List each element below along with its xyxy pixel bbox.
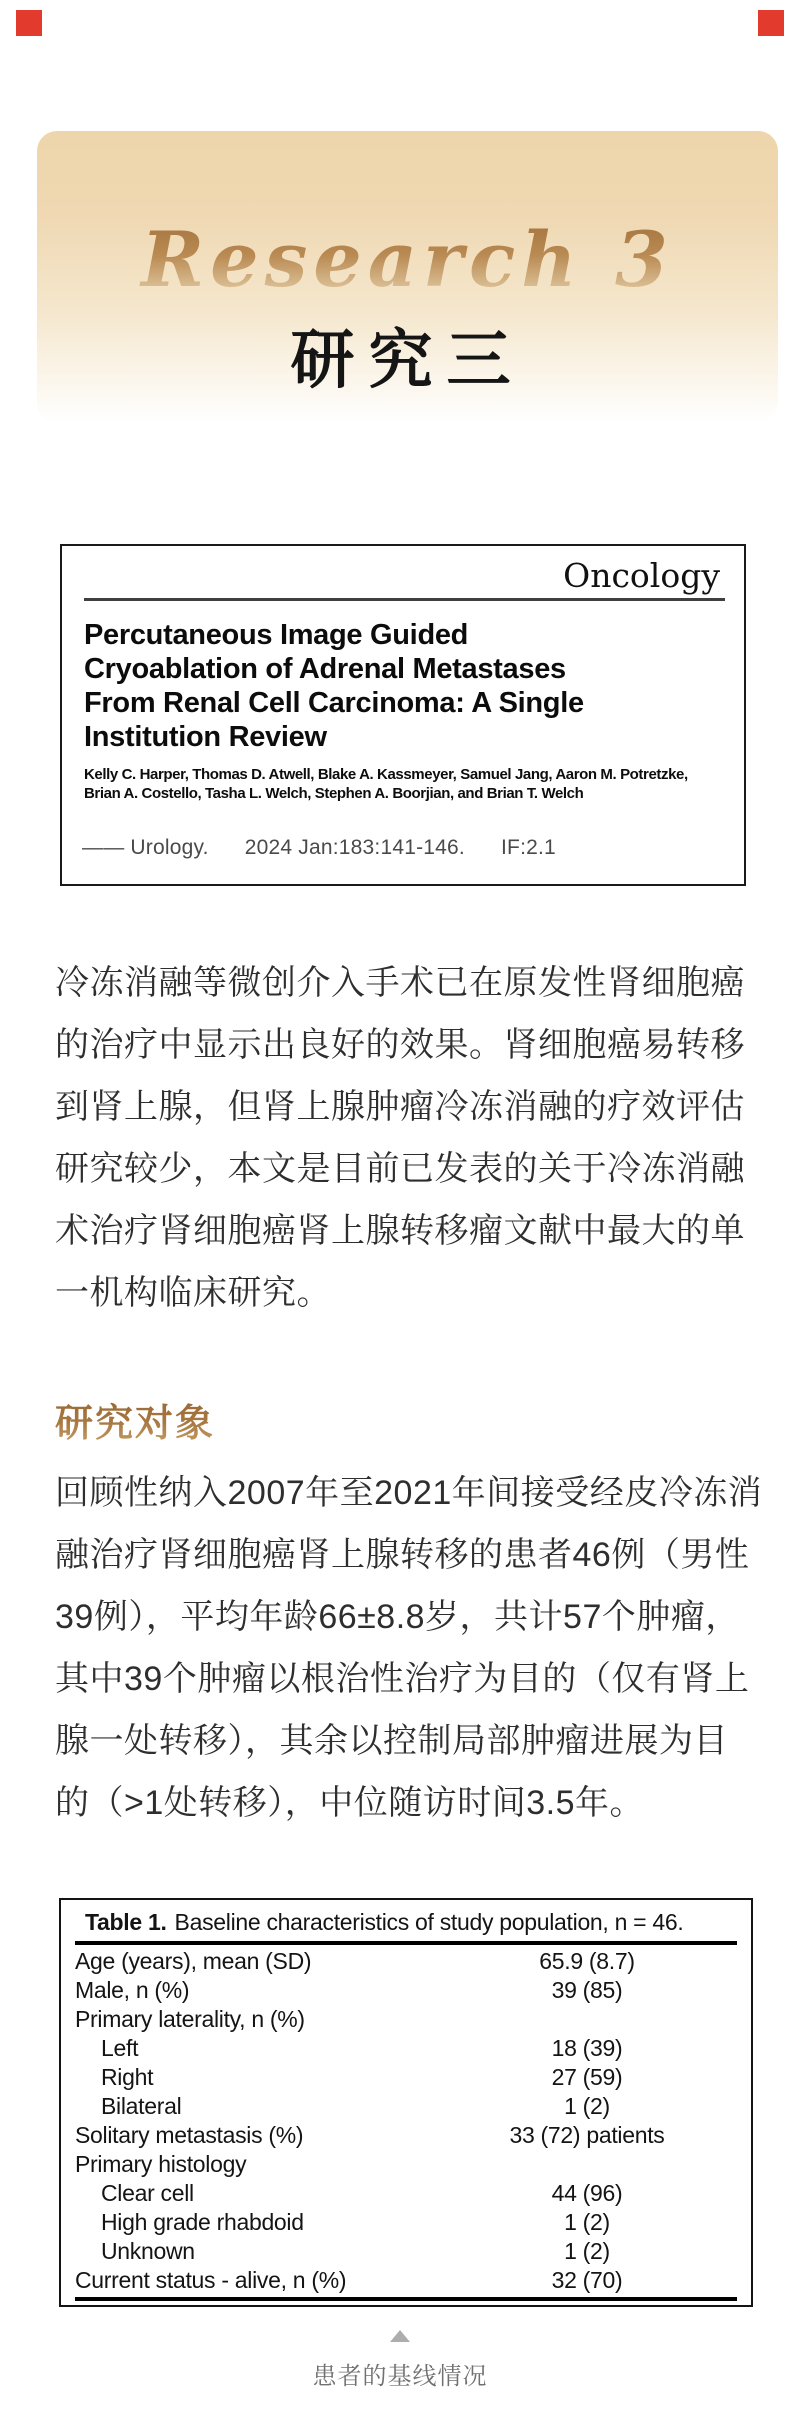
paragraph-line: 39例），平均年龄66±8.8岁，共计57个肿瘤， xyxy=(55,1598,740,1636)
paragraph-line: 回顾性纳入2007年至2021年间接受经皮冷冻消 xyxy=(55,1474,763,1512)
paragraph-line: 腺一处转移），其余以控制局部肿瘤进展为目 xyxy=(55,1722,728,1760)
row-value: 1 (2) xyxy=(564,2238,610,2264)
row-value: 33 (72) patients xyxy=(509,2122,665,2148)
journal-citation-card xyxy=(60,544,746,886)
table-row xyxy=(75,2092,737,2121)
journal-section-label: Oncology xyxy=(563,556,720,595)
table-title-text: Baseline characteristics of study population, n = 46. xyxy=(174,1909,684,1935)
header-banner xyxy=(37,131,778,423)
paragraph-line: 的（>1处转移），中位随访时间3.5年。 xyxy=(55,1784,645,1822)
paragraph-line: 一机构临床研究。 xyxy=(55,1274,331,1312)
paper-title-line: Percutaneous Image Guided xyxy=(84,619,469,651)
baseline-table xyxy=(59,1898,753,2307)
row-label: Solitary metastasis (%) xyxy=(75,2122,304,2148)
study-population-paragraph xyxy=(55,1462,763,1834)
row-label: Male, n (%) xyxy=(75,1977,190,2003)
table-row xyxy=(75,2034,737,2063)
paragraph-line: 冷冻消融等微创介入手术已在原发性肾细胞癌 xyxy=(55,964,745,1002)
paragraph-line: 术治疗肾细胞癌肾上腺转移瘤文献中最大的单 xyxy=(55,1212,745,1250)
paragraph-line: 的治疗中显示出良好的效果。肾细胞癌易转移 xyxy=(55,1026,745,1064)
citation-issue: 2024 Jan:183:141-146. xyxy=(244,836,465,859)
row-value: 1 (2) xyxy=(564,2209,610,2235)
table-row xyxy=(75,1976,737,2005)
row-label: Bilateral xyxy=(101,2093,182,2119)
table-row xyxy=(75,2179,737,2208)
header-cn-title: 研究三 xyxy=(290,323,525,398)
header-script-title: Research 3 xyxy=(37,215,778,304)
row-label: Clear cell xyxy=(101,2180,194,2206)
row-label: High grade rhabdoid xyxy=(101,2209,304,2235)
table-row xyxy=(75,2063,737,2092)
row-value: 32 (70) xyxy=(551,2267,623,2293)
paper-authors-line: Kelly C. Harper, Thomas D. Atwell, Blake A. Kassmeyer, Samuel Jang, Aaron M. Potretzke, xyxy=(84,766,688,783)
row-label: Right xyxy=(101,2064,154,2090)
intro-paragraph xyxy=(55,952,755,1324)
table-rows xyxy=(75,1945,737,2295)
row-label: Left xyxy=(101,2035,139,2061)
paragraph-line: 到肾上腺，但肾上腺肿瘤冷冻消融的疗效评估 xyxy=(55,1088,745,1126)
row-label: Unknown xyxy=(101,2238,195,2264)
table-row xyxy=(75,2237,737,2266)
table-title xyxy=(75,1900,737,1941)
table-row xyxy=(75,2150,737,2179)
journal-rule xyxy=(84,598,725,601)
table-row xyxy=(75,2005,737,2034)
paper-citation xyxy=(82,836,730,860)
paper-authors xyxy=(84,765,730,803)
paper-title-line: From Renal Cell Carcinoma: A Single xyxy=(84,687,584,719)
section-heading: 研究对象 xyxy=(55,1392,215,1447)
paragraph-line: 研究较少，本文是目前已发表的关于冷冻消融 xyxy=(55,1150,745,1188)
table-row xyxy=(75,2266,737,2295)
paper-title-line: Cryoablation of Adrenal Metastases xyxy=(84,653,566,685)
table-title-number: Table 1. xyxy=(85,1909,167,1935)
paragraph-line: 其中39个肿瘤以根治性治疗为目的（仅有肾上 xyxy=(55,1660,750,1698)
row-value: 27 (59) xyxy=(551,2064,623,2090)
row-value: 39 (85) xyxy=(551,1977,623,2003)
red-square-marker-left xyxy=(16,10,42,36)
citation-source: —— Urology. xyxy=(82,836,209,859)
row-value: 65.9 (8.7) xyxy=(539,1948,635,1974)
row-value: 18 (39) xyxy=(551,2035,623,2061)
row-label: Primary histology xyxy=(75,2151,247,2177)
table-row xyxy=(75,2208,737,2237)
paper-authors-line: Brian A. Costello, Tasha L. Welch, Stephen A. Boorjian, and Brian T. Welch xyxy=(84,785,584,802)
table-caption: 患者的基线情况 xyxy=(312,2363,488,2390)
paragraph-line: 融治疗肾细胞癌肾上腺转移的患者46例（男性 xyxy=(55,1536,750,1574)
paper-title xyxy=(84,618,730,754)
table-row xyxy=(75,2121,737,2150)
red-square-marker-right xyxy=(758,10,784,36)
row-value: 44 (96) xyxy=(551,2180,623,2206)
row-label: Primary laterality, n (%) xyxy=(75,2006,305,2032)
table-bottom-rule xyxy=(75,2297,737,2301)
table-row xyxy=(75,1947,737,1976)
row-label: Age (years), mean (SD) xyxy=(75,1948,312,1974)
citation-impact-factor: IF:2.1 xyxy=(501,836,556,859)
row-value: 1 (2) xyxy=(564,2093,610,2119)
up-arrow-icon xyxy=(390,2330,410,2342)
row-label: Current status - alive, n (%) xyxy=(75,2267,347,2293)
paper-title-line: Institution Review xyxy=(84,721,327,753)
